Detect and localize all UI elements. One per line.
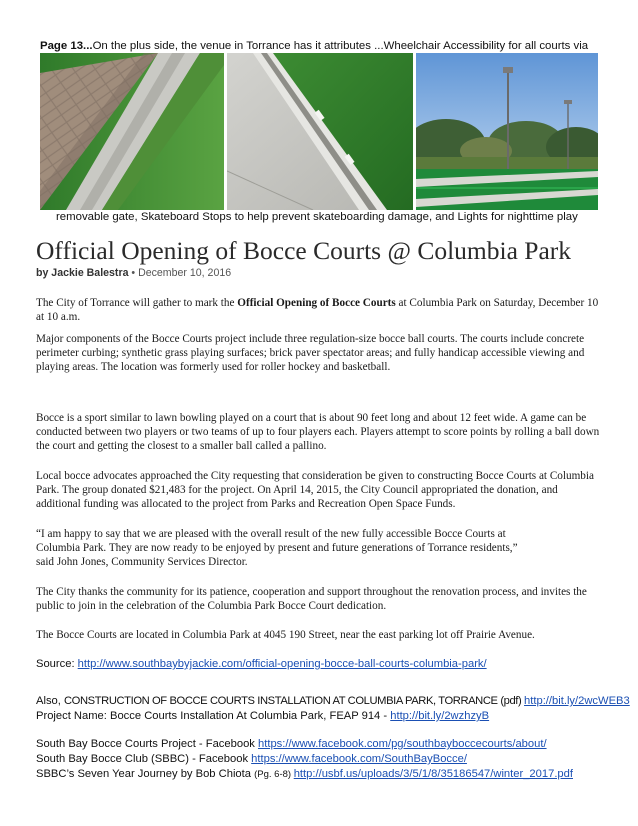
also-prefix: Also, <box>36 695 64 707</box>
facebook-club-text: South Bay Bocce Club (SBBC) - Facebook <box>36 753 252 765</box>
project-link[interactable]: http://bit.ly/2wzhzyB <box>390 710 490 722</box>
facebook-project-text: South Bay Bocce Courts Project - Facebook <box>36 738 258 750</box>
source-line <box>36 657 626 671</box>
also-caps-text: CONSTRUCTION OF BOCCE COURTS INSTALLATION AT COLUMBIA PARK, TORRANCE (pdf) <box>63 695 525 707</box>
also-pdf-link[interactable]: http://bit.ly/2wcWEB3 <box>524 695 630 707</box>
source-label: Source: <box>36 658 78 670</box>
paragraph-3: Bocce is a sport similar to lawn bowling played on a court that is about 90 feet long and about 12 feet wide. A game can be conducted between two players or two teams of up to four players each. Players attempt to score points by rolling a ball down the court and getting the closest to a smaller ball called a pallino. <box>36 412 600 453</box>
paragraph-6: The City thanks the community for its patience, cooperation and support throughout the renovation process, and invites the public to join in the celebration of the Columbia Park Bocce Court dedication. <box>36 586 587 613</box>
byline-author: by Jackie Balestra <box>36 267 129 279</box>
photo-strip <box>40 53 598 210</box>
paragraph-2: Major components of the Bocce Courts project include three regulation-size bocce ball courts. The courts include concrete perimeter curbing; synthetic grass playing surfaces; brick paver spectator areas; and fully handicap accessible viewing and playing areas. The location was formerly used for roller hockey and basketball. <box>36 333 585 374</box>
photo-caption-top <box>40 40 620 52</box>
facebook-project-line <box>36 737 626 751</box>
facebook-project-link[interactable]: https://www.facebook.com/pg/southbayboccecourts/about/ <box>258 738 547 750</box>
facebook-club-link[interactable]: https://www.facebook.com/SouthBayBocce/ <box>251 753 467 765</box>
source-link[interactable]: http://www.southbaybyjackie.com/official-opening-bocce-ball-courts-columbia-park/ <box>77 658 487 670</box>
p1-bold-text: Official Opening of Bocce Courts <box>237 297 396 309</box>
project-line <box>36 709 626 723</box>
byline-date: December 10, 2016 <box>138 267 232 279</box>
quote-line-2: Columbia Park. They are now ready to be enjoyed by present and future generations of Torrance residents,” <box>36 542 518 555</box>
caption-page-label: Page 13... <box>40 40 93 52</box>
p1-text-start: The City of Torrance will gather to mark the <box>36 297 238 309</box>
photo-skateboard-stop-brick <box>40 53 224 210</box>
paragraph-7: The Bocce Courts are located in Columbia Park at 4045 190 Street, near the east parking lot off Prairie Avenue. <box>36 629 535 641</box>
facebook-club-line <box>36 752 626 766</box>
journey-text: SBBC’s Seven Year Journey by Bob Chiota <box>36 768 255 780</box>
quote-line-3: said John Jones, Community Services Director. <box>36 556 248 569</box>
article-byline <box>36 267 231 279</box>
journey-line <box>36 767 626 782</box>
article-title: Official Opening of Bocce Courts @ Columbia Park <box>36 236 572 265</box>
caption-top-text: On the plus side, the venue in Torrance has it attributes ...Wheelchair Accessibility for all courts via <box>92 40 589 52</box>
paragraph-4: Local bocce advocates approached the City requesting that consideration be given to constructing Bocce Courts at Columbia Park. The group donated $21,483 for the project. On April 14, 2015, the City Council appropriated the donation, and additional funding was allocated to the project from Parks and Recreation Open Space Funds. <box>36 470 594 511</box>
photo-skateboard-stop-curb <box>227 53 413 210</box>
photo-courts-lights <box>416 53 598 210</box>
journey-pdf-link[interactable]: http://usbf.us/uploads/3/5/1/8/35186547/winter_2017.pdf <box>293 768 573 780</box>
journey-pages: (Pg. 6-8) <box>254 769 294 780</box>
p1-text-end: at Columbia Park on Saturday, December 10 at 10 a.m. <box>36 297 599 324</box>
paragraph-1 <box>36 296 602 324</box>
photo-caption-bottom: removable gate, Skateboard Stops to help prevent skateboarding damage, and Lights for nighttime play <box>56 211 578 223</box>
paragraph-5-quote <box>36 527 602 570</box>
also-line <box>36 694 630 708</box>
byline-separator: • <box>128 267 139 279</box>
project-text: Project Name: Bocce Courts Installation At Columbia Park, FEAP 914 - <box>36 710 391 722</box>
quote-line-1: “I am happy to say that we are pleased with the overall result of the new fully accessible Bocce Courts at <box>36 528 506 540</box>
